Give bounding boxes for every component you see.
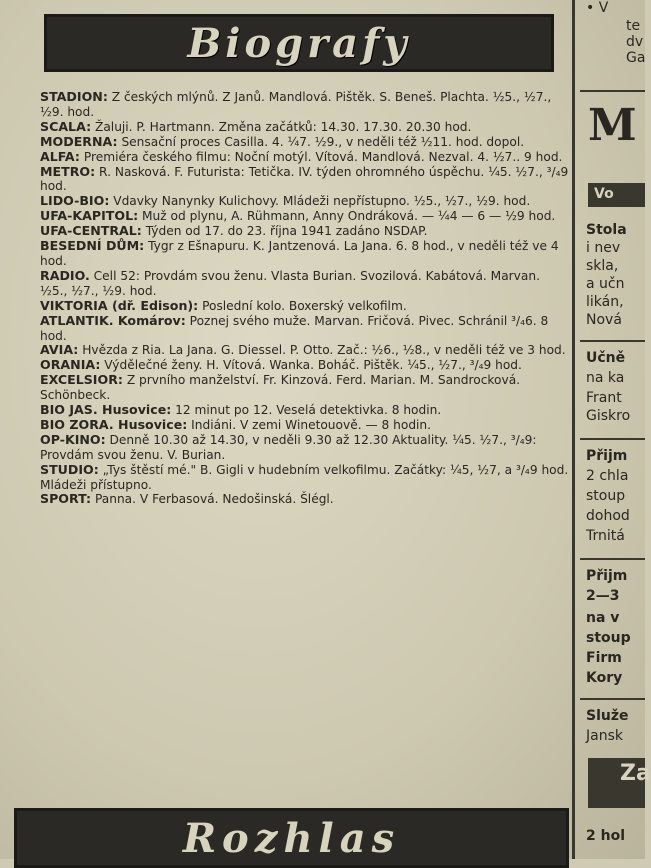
fragment-text: Jansk xyxy=(586,728,623,744)
listing-text: Cell 52: Provdám svou ženu. Vlasta Burian. Svozilová. Kabátová. Marvan. ½5., ½7., ½9. hod. xyxy=(40,268,540,298)
fragment-text: Přijm xyxy=(586,568,628,584)
cinema-name: AVIA: xyxy=(40,342,79,358)
listing-entry xyxy=(40,314,570,344)
listing-entry xyxy=(40,403,570,418)
fragment-text: Vo xyxy=(594,186,614,202)
cinema-name: UFA-KAPITOL: xyxy=(40,208,139,224)
listing-text: Hvězda z Ria. La Jana. G. Diessel. P. Otto. Zač.: ½6., ½8., v neděli též ve 3 hod. xyxy=(82,343,566,358)
fragment-text: na v xyxy=(586,610,620,626)
fragment-text: te xyxy=(626,18,641,34)
cinema-name: OP-KINO: xyxy=(40,431,106,447)
listing-text: Panna. V Ferbasová. Nedošinská. Šlégl. xyxy=(94,492,334,507)
listing-entry xyxy=(40,90,570,120)
fragment-text: stoup xyxy=(586,488,626,504)
fragment-text: dv xyxy=(626,34,644,50)
listing-entry xyxy=(40,358,570,373)
listing-entry xyxy=(40,194,570,209)
adjacent-column-fragment xyxy=(580,0,651,859)
listing-text: Vdavky Nanynky Kulichovy. Mládeži nepřístupno. ½5., ½7., ½9. hod. xyxy=(113,194,531,209)
divider xyxy=(580,340,645,342)
listing-entry xyxy=(40,224,570,239)
cinema-name: BESEDNÍ DŮM: xyxy=(40,238,145,254)
fragment-text: 2—3 xyxy=(586,588,620,604)
listing-text: Poslední kolo. Boxerský velkofilm. xyxy=(202,298,407,313)
listing-text: Muž od plynu, A. Rühmann, Anny Ondráková. — ¼4 — 6 — ½9 hod. xyxy=(142,209,556,224)
listing-text: Indiáni. V zemi Winetouově. — 8 hodin. xyxy=(191,417,432,432)
listing-text: Žaluji. P. Hartmann. Změna začátků: 14.30. 17.30. 20.30 hod. xyxy=(94,119,472,134)
listing-entry xyxy=(40,373,570,403)
cinema-name: UFA-CENTRAL: xyxy=(40,223,142,239)
divider xyxy=(580,438,645,440)
fragment-text: Učně xyxy=(586,350,626,366)
fragment-text: Nová xyxy=(586,312,622,328)
fragment-text: Stola xyxy=(586,222,627,238)
fragment-text: dohod xyxy=(586,508,630,524)
fragment-text: Kory xyxy=(586,670,623,686)
fragment-text: Giskro xyxy=(586,408,631,424)
cinema-name: STUDIO: xyxy=(40,461,99,477)
listing-text: Výdělečné ženy. H. Vítová. Wanka. Boháč. Pištěk. ¼5., ½7., ³/₄9 hod. xyxy=(104,358,522,373)
fragment-text: Frant xyxy=(586,390,622,406)
listing-entry xyxy=(40,239,570,269)
listing-entry xyxy=(40,299,570,314)
cinema-name: BIO ZORA. Husovice: xyxy=(40,416,188,432)
listing-text: Sensační proces Casilla. 4. ¼7. ½9., v neděli též ½11. hod. dopol. xyxy=(121,134,525,149)
cinema-name: ATLANTIK. Komárov: xyxy=(40,312,186,328)
listing-entry xyxy=(40,209,570,224)
listing-text: Týden od 17. do 23. října 1941 zadáno NSDAP. xyxy=(145,224,428,239)
listing-text: Premiéra českého filmu: Noční motýl. Vítová. Mandlová. Nezval. 4. ½7.. 9 hod. xyxy=(83,149,563,164)
listing-entry xyxy=(40,492,570,507)
listing-entry xyxy=(40,135,570,150)
cinema-name: SPORT: xyxy=(40,491,92,507)
listing-text: R. Nasková. F. Futurista: Tetička. IV. týden ohromného úspěchu. ¼5. ½7., ³/₄9 hod. xyxy=(40,164,569,194)
fragment-text: likán, xyxy=(586,294,624,310)
cinema-name: STADION: xyxy=(40,89,108,104)
fragment-text: • V xyxy=(586,0,609,16)
cinema-name: RADIO. xyxy=(40,267,90,283)
section-title: Biografy xyxy=(187,19,411,67)
listing-entry xyxy=(40,165,570,195)
fragment-text: 2 hol xyxy=(586,828,625,844)
next-section-title: Rozhlas xyxy=(182,815,401,862)
fragment-text: Za xyxy=(620,761,651,786)
next-section-banner xyxy=(14,808,569,868)
cinema-name: ORANIA: xyxy=(40,357,101,373)
listing-entry xyxy=(40,418,570,433)
cinema-name: EXCELSIOR: xyxy=(40,372,123,388)
listing-text: Z prvního manželství. Fr. Kinzová. Ferd. Marian. M. Sandrocková. Schönbeck. xyxy=(40,373,521,403)
cinema-name: LIDO-BIO: xyxy=(40,193,110,209)
cinema-name: MODERNA: xyxy=(40,133,118,149)
fragment-text: Trnitá xyxy=(586,528,625,544)
cinema-listings xyxy=(40,90,570,507)
fragment-text: Služe xyxy=(586,708,629,724)
listing-text: „Tys štěstí mé." B. Gigli v hudebním velkofilmu. Začátky: ¼5, ½7, a ³/₄9 hod. Mládeži přístupno. xyxy=(40,462,569,492)
fragment-text: Firm xyxy=(586,650,622,666)
fragment-text: stoup xyxy=(586,630,631,646)
listing-entry xyxy=(40,463,570,493)
cinema-name: ALFA: xyxy=(40,148,80,164)
fragment-text: Ga xyxy=(626,50,646,66)
listing-text: 12 minut po 12. Veselá detektivka. 8 hodin. xyxy=(175,403,442,418)
listing-text: Z českých mlýnů. Z Janů. Mandlová. Pištěk. S. Beneš. Plachta. ½5., ½7., ½9. hod. xyxy=(40,90,552,119)
cinema-name: METRO: xyxy=(40,163,96,179)
listing-entry xyxy=(40,150,570,165)
listing-text: Denně 10.30 až 14.30, v neděli 9.30 až 12.30 Aktuality. ¼5. ½7., ³/₄9: Provdám svou ženu. V. Burian. xyxy=(40,432,537,462)
cinema-name: BIO JAS. Husovice: xyxy=(40,402,172,418)
fragment-text: a učn xyxy=(586,276,625,292)
cinema-name: VIKTORIA (dř. Edison): xyxy=(40,297,199,313)
fragment-text: i nev xyxy=(586,240,621,256)
divider xyxy=(580,90,645,92)
listing-text: Tygr z Ešnapuru. K. Jantzenová. La Jana. 6. 8 hod., v neděli též ve 4 hod. xyxy=(40,239,559,268)
listing-entry xyxy=(40,433,570,463)
listing-entry xyxy=(40,343,570,358)
divider xyxy=(580,698,645,700)
cinema-name: SCALA: xyxy=(40,118,92,134)
section-header-banner xyxy=(44,14,554,72)
listing-entry xyxy=(40,120,570,135)
listing-text: Poznej svého muže. Marvan. Fričová. Pivec. Schránil ³/₄6. 8 hod. xyxy=(40,313,549,343)
column-divider xyxy=(572,0,575,859)
fragment-text: skla, xyxy=(586,258,619,274)
fragment-text: na ka xyxy=(586,370,625,386)
listing-entry xyxy=(40,269,570,299)
fragment-headline: M xyxy=(588,100,637,151)
fragment-text: 2 chla xyxy=(586,468,629,484)
fragment-text: Přijm xyxy=(586,448,628,464)
divider xyxy=(580,558,645,560)
